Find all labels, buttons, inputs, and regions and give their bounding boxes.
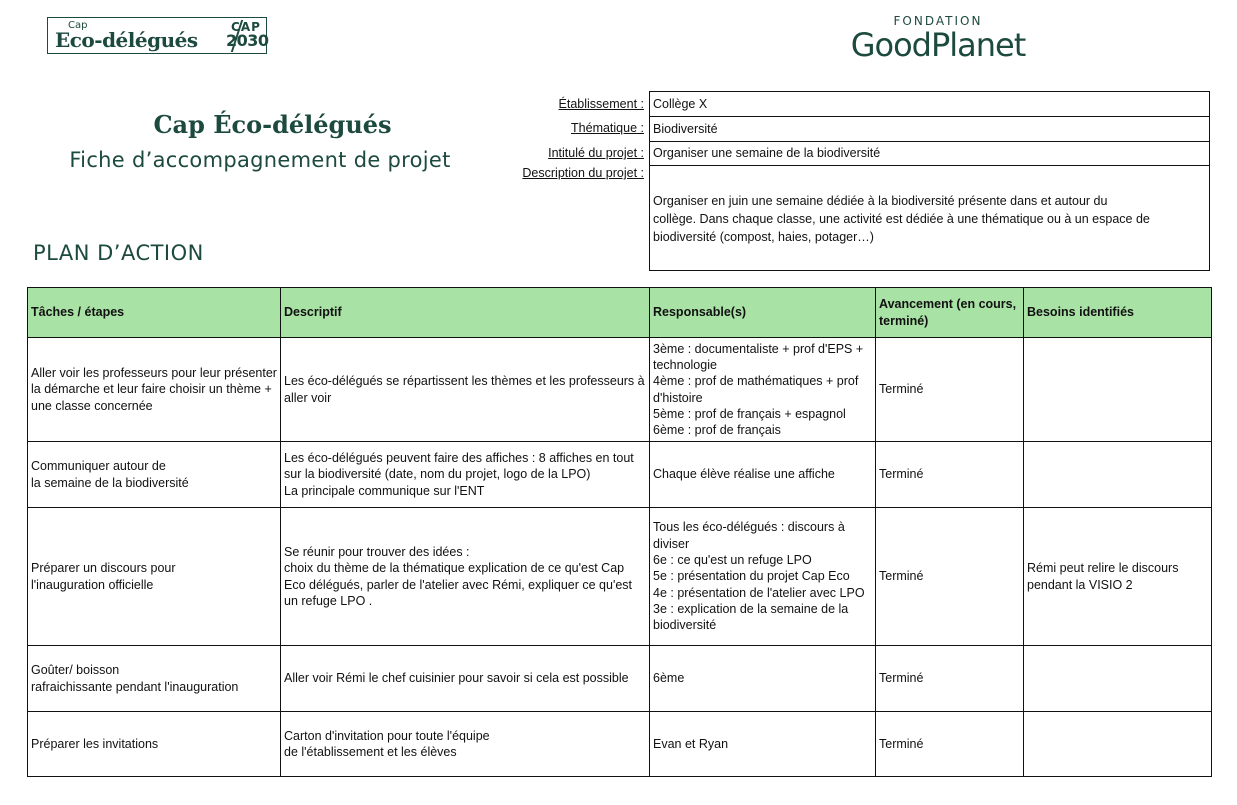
page-title: Cap Éco-délégués	[153, 110, 392, 139]
cell-task[interactable]: Goûter/ boisson rafraichissante pendant l'inauguration	[28, 646, 281, 712]
project-title-field[interactable]: Organiser une semaine de la biodiversité	[649, 141, 1210, 166]
table-row	[28, 442, 1212, 508]
cap-eco-delegues-logo	[47, 17, 267, 54]
establishment-label: Établissement :	[558, 97, 644, 111]
logo-cap2030-top: CAP	[231, 20, 261, 34]
header-tasks: Tâches / étapes	[28, 288, 281, 338]
cell-status[interactable]: Terminé	[876, 338, 1024, 442]
cell-task[interactable]: Communiquer autour de la semaine de la biodiversité	[28, 442, 281, 508]
cell-status[interactable]: Terminé	[876, 442, 1024, 508]
logo-cap2030-bottom: 2030	[226, 31, 269, 50]
header-needs: Besoins identifiés	[1024, 288, 1212, 338]
cell-responsible[interactable]: Tous les éco-délégués : discours à diviser 6e : ce qu'est un refuge LPO 5e : présentation du projet Cap Eco 4e : présentation de l'atelier avec LPO 3e : explication de la semaine de la biodiversité	[650, 508, 876, 646]
cell-responsible[interactable]: 3ème : documentaliste + prof d'EPS + technologie 4ème : prof de mathématiques + prof d'histoire 5ème : prof de français + espagnol 6ème : prof de français	[650, 338, 876, 442]
logo-cap-big: Eco-délégués	[55, 28, 198, 52]
cell-needs[interactable]	[1024, 338, 1212, 442]
theme-label: Thématique :	[571, 121, 644, 135]
header-responsible: Responsable(s)	[650, 288, 876, 338]
action-plan-table	[27, 287, 1212, 777]
cell-status[interactable]: Terminé	[876, 508, 1024, 646]
table-row	[28, 338, 1212, 442]
cell-needs[interactable]	[1024, 646, 1212, 712]
cell-description[interactable]: Carton d'invitation pour toute l'équipe de l'établissement et les élèves	[281, 712, 650, 777]
table-row	[28, 508, 1212, 646]
cell-status[interactable]: Terminé	[876, 712, 1024, 777]
goodplanet-logo	[848, 14, 1028, 64]
cell-description[interactable]: Aller voir Rémi le chef cuisinier pour savoir si cela est possible	[281, 646, 650, 712]
table-header-row	[28, 288, 1212, 338]
cell-responsible[interactable]: Evan et Ryan	[650, 712, 876, 777]
cap-2030-logo	[226, 20, 269, 50]
header-description: Descriptif	[281, 288, 650, 338]
table-row	[28, 712, 1212, 777]
description-label: Description du projet :	[522, 166, 644, 180]
cell-description[interactable]: Se réunir pour trouver des idées : choix du thème de la thématique explication de ce qu'est Cap Eco délégués, parler de l'atelier avec Rémi, expliquer ce qu'est un refuge LPO .	[281, 508, 650, 646]
cell-responsible[interactable]: Chaque élève réalise une affiche	[650, 442, 876, 508]
cell-description[interactable]: Les éco-délégués se répartissent les thèmes et les professeurs à aller voir	[281, 338, 650, 442]
logo-foundation-small: FONDATION	[893, 14, 983, 28]
description-field[interactable]: Organiser en juin une semaine dédiée à la biodiversité présente dans et autour du collège. Dans chaque classe, une activité est dédiée à une thématique ou à un espace de biodiversité (compost, haies, potager…)	[649, 165, 1210, 271]
theme-field[interactable]: Biodiversité	[649, 116, 1210, 142]
plan-title: PLAN D’ACTION	[33, 241, 204, 265]
cell-task[interactable]: Aller voir les professeurs pour leur présenter la démarche et leur faire choisir un thème + une classe concernée	[28, 338, 281, 442]
logo-foundation-big: GoodPlanet	[850, 26, 1026, 64]
cell-responsible[interactable]: 6ème	[650, 646, 876, 712]
cell-task[interactable]: Préparer les invitations	[28, 712, 281, 777]
logo-cap-small: Cap	[68, 20, 88, 31]
header-status: Avancement (en cours, terminé)	[876, 288, 1024, 338]
table-row	[28, 646, 1212, 712]
cell-task[interactable]: Préparer un discours pour l'inauguration officielle	[28, 508, 281, 646]
cell-needs[interactable]	[1024, 712, 1212, 777]
establishment-field[interactable]: Collège X	[649, 91, 1210, 117]
cell-needs[interactable]: Rémi peut relire le discours pendant la VISIO 2	[1024, 508, 1212, 646]
cell-needs[interactable]	[1024, 442, 1212, 508]
page-subtitle: Fiche d’accompagnement de projet	[69, 148, 451, 172]
project-title-label: Intitulé du projet :	[548, 146, 644, 160]
cell-status[interactable]: Terminé	[876, 646, 1024, 712]
cell-description[interactable]: Les éco-délégués peuvent faire des affiches : 8 affiches en tout sur la biodiversité (date, nom du projet, logo de la LPO) La principale communique sur l'ENT	[281, 442, 650, 508]
